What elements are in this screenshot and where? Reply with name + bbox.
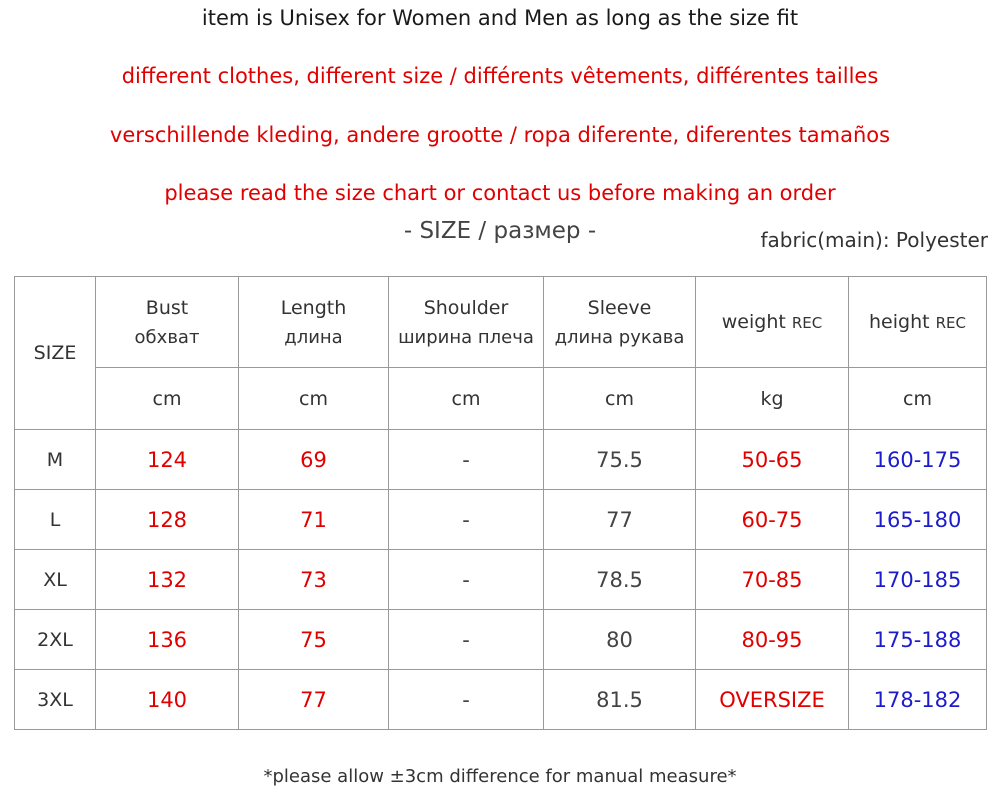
units-row (15, 368, 987, 430)
size-chart-table (14, 276, 987, 730)
shoulder-unit: cm (389, 368, 544, 430)
weight-rec-label: REC (791, 314, 823, 332)
length-cell: 75 (239, 610, 389, 670)
size-title: - SIZE / размер - (403, 218, 597, 244)
height-cell: 160-175 (849, 430, 987, 490)
weight-unit: kg (696, 368, 849, 430)
sleeve-cell: 78.5 (544, 550, 696, 610)
length-unit: cm (239, 368, 389, 430)
different-size-note-fr: different clothes, different size / différents vêtements, différentes tailles (121, 64, 879, 88)
unisex-note: item is Unisex for Women and Men as long as the size fit (201, 6, 799, 30)
length-cell: 69 (239, 430, 389, 490)
weight-cell: 60-75 (696, 490, 849, 550)
size-cell: 2XL (15, 610, 96, 670)
size-cell: L (15, 490, 96, 550)
shoulder-cell: - (389, 550, 544, 610)
bust-header (96, 277, 239, 368)
shoulder-cell: - (389, 490, 544, 550)
bust-cell: 128 (96, 490, 239, 550)
height-rec-label: REC (935, 314, 966, 332)
length-cell: 73 (239, 550, 389, 610)
measurement-footnote: *please allow ±3cm difference for manual measure* (263, 766, 737, 787)
sleeve-cell: 75.5 (544, 430, 696, 490)
height-cell: 178-182 (849, 670, 987, 730)
shoulder-cell: - (389, 430, 544, 490)
table-header-row (15, 277, 987, 368)
size-cell: M (15, 430, 96, 490)
height-cell: 175-188 (849, 610, 987, 670)
weight-cell: 50-65 (696, 430, 849, 490)
read-size-chart-note: please read the size chart or contact us before making an order (164, 181, 836, 205)
size-cell: XL (15, 550, 96, 610)
table-row (15, 670, 987, 730)
height-label: height (869, 311, 930, 333)
height-cell: 170-185 (849, 550, 987, 610)
length-cell: 77 (239, 670, 389, 730)
weight-label: weight (721, 311, 786, 333)
sleeve-label: Sleeve (587, 296, 652, 319)
bust-label-ru: обхват (134, 326, 200, 348)
shoulder-label: Shoulder (423, 296, 509, 319)
shoulder-label-ru: ширина плеча (398, 326, 534, 348)
sleeve-cell: 80 (544, 610, 696, 670)
length-label-ru: длина (284, 326, 343, 348)
weight-cell: 80-95 (696, 610, 849, 670)
fabric-info: fabric(main): Polyester (760, 228, 988, 252)
height-cell: 165-180 (849, 490, 987, 550)
bust-cell: 132 (96, 550, 239, 610)
table-row (15, 610, 987, 670)
length-header (239, 277, 389, 368)
weight-cell: 70-85 (696, 550, 849, 610)
different-size-note-nl-es: verschillende kleding, andere grootte / ropa diferente, diferentes tamaños (109, 123, 891, 147)
bust-cell: 136 (96, 610, 239, 670)
shoulder-cell: - (389, 610, 544, 670)
table-row (15, 490, 987, 550)
table-row (15, 550, 987, 610)
bust-unit: cm (96, 368, 239, 430)
length-cell: 71 (239, 490, 389, 550)
height-unit: cm (849, 368, 987, 430)
weight-cell: OVERSIZE (696, 670, 849, 730)
size-header: SIZE (15, 277, 96, 430)
shoulder-cell: - (389, 670, 544, 730)
sleeve-cell: 81.5 (544, 670, 696, 730)
sleeve-header (544, 277, 696, 368)
sleeve-label-ru: длина рукава (554, 326, 685, 348)
size-cell: 3XL (15, 670, 96, 730)
bust-cell: 140 (96, 670, 239, 730)
shoulder-header (389, 277, 544, 368)
bust-label: Bust (145, 296, 189, 319)
length-label: Length (280, 296, 347, 319)
bust-cell: 124 (96, 430, 239, 490)
sleeve-cell: 77 (544, 490, 696, 550)
height-header (849, 277, 987, 368)
weight-header (696, 277, 849, 368)
table-row (15, 430, 987, 490)
sleeve-unit: cm (544, 368, 696, 430)
